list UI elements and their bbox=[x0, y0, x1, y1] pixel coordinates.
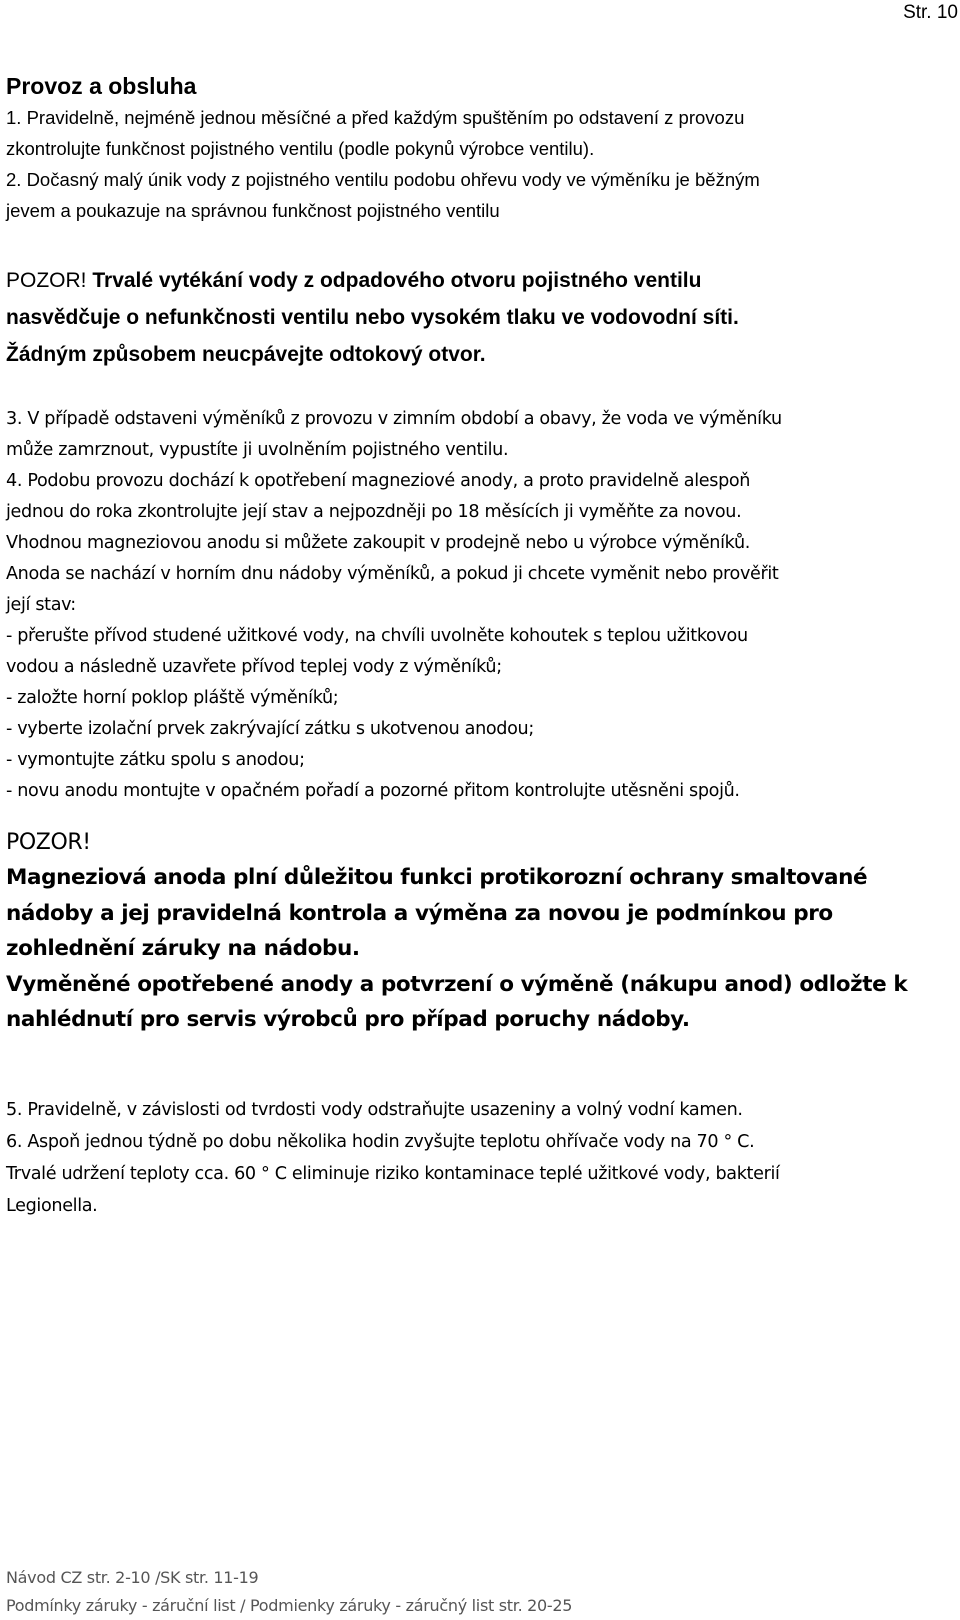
list-item: - vymontujte zátku spolu s anodou; bbox=[6, 750, 305, 770]
warning-text: Žádným způsobem neucpávejte odtokový otvor. bbox=[6, 343, 486, 366]
paragraph-line: Anoda se nachází v horním dnu nádoby výměníků, a pokud ji chcete vyměnit nebo prověřit bbox=[6, 564, 779, 584]
list-item: vodou a následně uzavřete přívod teplej vody z výměníků; bbox=[6, 657, 502, 677]
warning-line bbox=[6, 262, 956, 299]
warning-text: nasvědčuje o nefunkčnosti ventilu nebo vysokém tlaku ve vodovodní síti. bbox=[6, 306, 739, 329]
paragraph-line: 3. V případě odstaveni výměníků z provozu v zimním období a obavy, že voda ve výměníku bbox=[6, 409, 782, 429]
list-item: - přerušte přívod studené užitkové vody, na chvíli uvolněte kohoutek s teplou užitkovou bbox=[6, 626, 748, 646]
list-item: - vyberte izolační prvek zakrývající zátku s ukotvenou anodou; bbox=[6, 719, 534, 739]
paragraph-line: Trvalé udržení teploty cca. 60 ° C eliminuje riziko kontaminace teplé užitkové vody, bakterií bbox=[6, 1164, 780, 1184]
temperature-section bbox=[6, 1094, 956, 1222]
page-footer bbox=[6, 1564, 956, 1620]
list-item: - založte horní poklop pláště výměníků; bbox=[6, 688, 339, 708]
warning-text: nádoby a jej pravidelná kontrola a výměna za novou je podmínkou pro bbox=[6, 900, 833, 926]
page-number: Str. 10 bbox=[903, 2, 958, 23]
warning-anode bbox=[6, 826, 956, 1038]
warning-text: zohlednění záruky na nádobu. bbox=[6, 936, 360, 961]
paragraph-line: zkontrolujte funkčnost pojistného ventilu (podle pokynů výrobce ventilu). bbox=[6, 138, 595, 159]
warning-text: Vyměněné opotřebené anody a potvrzení o výměně (nákupu anod) odložte k bbox=[6, 971, 908, 997]
warning-label: POZOR! bbox=[6, 269, 87, 292]
section-heading: Provoz a obsluha bbox=[6, 73, 197, 99]
warning-safety-valve bbox=[6, 262, 956, 373]
paragraph-line: 4. Podobu provozu dochází k opotřebení magneziové anody, a proto pravidelně alespoň bbox=[6, 471, 751, 491]
operation-section bbox=[6, 70, 956, 226]
warning-line bbox=[6, 336, 956, 373]
list-item: - novu anodu montujte v opačném pořadí a pozorné přitom kontrolujte utěsněni spojů. bbox=[6, 781, 740, 801]
paragraph-line: 2. Dočasný malý únik vody z pojistného ventilu podobu ohřevu vody ve výměníku je běžným bbox=[6, 169, 760, 190]
footer-line: Návod CZ str. 2-10 /SK str. 11-19 bbox=[6, 1568, 259, 1587]
warning-text: Trvalé vytékání vody z odpadového otvoru pojistného ventilu bbox=[86, 269, 702, 292]
warning-label: POZOR! bbox=[6, 830, 91, 855]
warning-text: Magneziová anoda plní důležitou funkci protikorozní ochrany smaltované bbox=[6, 865, 868, 890]
paragraph-line: její stav: bbox=[6, 595, 76, 615]
paragraph-line: jednou do roka zkontrolujte její stav a nejpozdněji po 18 měsících ji vyměňte za novou. bbox=[6, 502, 742, 522]
paragraph-line: 6. Aspoň jednou týdně po dobu několika hodin zvyšujte teplotu ohřívače vody na 70 ° C. bbox=[6, 1132, 755, 1152]
paragraph-line: jevem a poukazuje na správnou funkčnost pojistného ventilu bbox=[6, 200, 500, 221]
paragraph-line: 5. Pravidelně, v závislosti od tvrdosti vody odstraňujte usazeniny a volný vodní kamen. bbox=[6, 1100, 743, 1120]
paragraph-line: může zamrznout, vypustíte ji uvolněním pojistného ventilu. bbox=[6, 440, 509, 460]
paragraph-line: Vhodnou magneziovou anodu si můžete zakoupit v prodejně nebo u výrobce výměníků. bbox=[6, 533, 750, 553]
warning-line bbox=[6, 299, 956, 336]
footer-line: Podmínky záruky - záruční list / Podmienky záruky - záručný list str. 20-25 bbox=[6, 1596, 573, 1615]
paragraph-line: 1. Pravidelně, nejméně jednou měsíčné a před každým spuštěním po odstavení z provozu bbox=[6, 107, 745, 128]
paragraph-line: Legionella. bbox=[6, 1196, 98, 1216]
maintenance-section bbox=[6, 404, 956, 807]
warning-text: nahlédnutí pro servis výrobců pro případ poruchy nádoby. bbox=[6, 1007, 690, 1032]
